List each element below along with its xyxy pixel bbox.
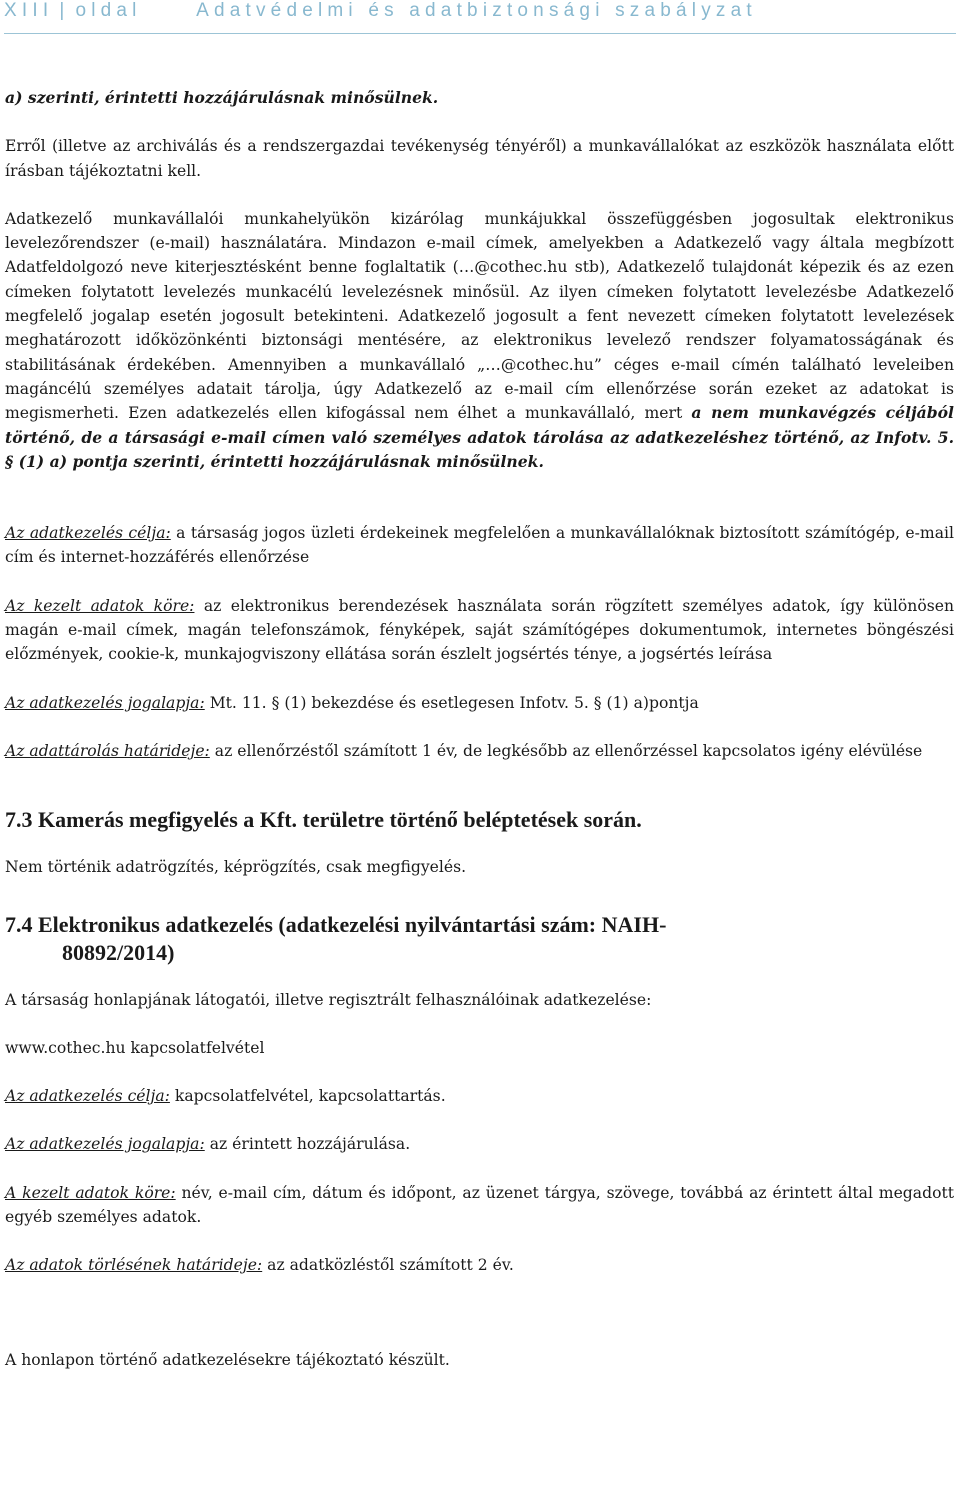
legal-basis-label-2: Az adatkezelés jogalapja: xyxy=(5,1135,205,1154)
header-divider xyxy=(4,33,956,34)
legal-basis-text-2: az érintett hozzájárulása. xyxy=(204,1135,411,1154)
header-page-word: oldal xyxy=(75,0,142,21)
legal-basis-text-1: Mt. 11. § (1) bekezdése és esetlegesen Infotv. 5. § (1) a)pontja xyxy=(204,693,699,712)
heading-7-3: 7.3 Kamerás megfigyelés a Kft. területre történő beléptetések során. xyxy=(5,807,642,833)
data-scope-text-2: név, e-mail cím, dátum és időpont, az üzenet tárgya, szövege, továbbá az érintett által megadott egyéb személyes adatok. xyxy=(5,1183,954,1227)
data-scope-paragraph-1 xyxy=(5,594,954,667)
header-separator: | xyxy=(59,0,70,21)
legal-basis-paragraph-1 xyxy=(5,691,954,715)
header-document-title: Adatvédelmi és adatbiztonsági szabályzat xyxy=(196,0,757,21)
document-body xyxy=(5,86,954,1372)
email-policy-text: Adatkezelő munkavállalói munkahelyükön kizárólag munkájukkal összefüggésben jogosultak elektronikus levelezőrendszer (e-mail) használatára. Mindazon e-mail címek, amelyekben a Adatkezelő vagy általa megbízott Adatfeldolgozó neve kiterjesztésként benne foglaltatik (…@cothec.hu stb), Adatkezelő tulajdonát képezik és az ezen címeken folytatott levelezés munkacélú levelezésnek minősül. Az ilyen címeken folytatott levelezésbe Adatkezelő megfelelő jogalap esetén jogosult betekinteni. Adatkezelő jogosult a fent nevezett címeken folytatott levelezések meghatározott időközönkénti biztonsági mentésére, az elektronikus levelező rendszer folyamatosságának és stabilitásának érdekében. Amennyiben a munkavállaló „…@cothec.hu” céges e-mail címén található leveleiben magáncélú személyes adatait tárolja, úgy Adatkezelő az e-mail cím ellenőrzése során ezeket az adatokat is megismerheti. Ezen adatkezelés ellen kifogással nem élhet a munkavállaló, mert xyxy=(5,209,954,423)
data-scope-label-2: A kezelt adatok köre: xyxy=(5,1183,176,1202)
heading-7-4 xyxy=(5,911,954,967)
data-scope-text-1: az elektronikus berendezések használata során rögzített személyes adatok, így különösen magán e-mail címek, magán telefonszámok, fényképek, saját számítógépes dokumentumok, internetes böngészési előzmények, cookie-k, munkajogviszony ellátása során észlelt jogsértés ténye, a jogsértés leírása xyxy=(5,596,955,664)
purpose-text-2: kapcsolatfelvétel, kapcsolattartás. xyxy=(169,1087,446,1106)
paragraph-camera: Nem történik adatrögzítés, képrögzítés, csak megfigyelés. xyxy=(5,858,467,877)
legal-basis-label-1: Az adatkezelés jogalapja: xyxy=(5,693,205,712)
retention-paragraph-1 xyxy=(5,739,954,763)
paragraph-email-policy xyxy=(5,207,954,474)
header-page-number: XIII xyxy=(4,0,54,21)
data-scope-paragraph-2 xyxy=(5,1181,954,1230)
retention-text-1: az ellenőrzéstől számított 1 év, de legkésőbb az ellenőrzéssel kapcsolatos igény elévülése xyxy=(209,741,923,760)
purpose-text-1: a társaság jogos üzleti érdekeinek megfelelően a munkavállalóknak biztosított számítógép, e-mail cím és internet-hozzáférés ellenőrzése xyxy=(5,524,954,567)
purpose-label-1: Az adatkezelés célja: xyxy=(5,524,171,543)
purpose-paragraph-2 xyxy=(5,1084,954,1108)
paragraph-website-visitors: A társaság honlapjának látogatói, illetve regisztrált felhasználóinak adatkezelése: xyxy=(5,990,652,1009)
paragraph-website-notice: A honlapon történő adatkezelésekre tájékoztató készült. xyxy=(5,1350,450,1369)
legal-basis-paragraph-2 xyxy=(5,1132,954,1156)
data-scope-label-1: Az kezelt adatok köre: xyxy=(5,596,195,615)
page-header xyxy=(4,0,956,30)
deletion-paragraph xyxy=(5,1253,954,1277)
paragraph-inform-employees: Erről (illetve az archiválás és a rendszergazdai tevékenység tényéről) a munkavállalókat az eszközök használata előtt írásban tájékoztatni kell. xyxy=(5,137,954,180)
paragraph-contact-form: www.cothec.hu kapcsolatfelvétel xyxy=(5,1038,265,1057)
deletion-label: Az adatok törlésének határideje: xyxy=(5,1256,263,1275)
email-policy-bold: a nem munkavégzés céljából történő, de a társasági e-mail címen való személyes adatok tárolása az adatkezeléshez történő, az Infotv. 5. § (1) a) pontja szerinti, érintetti hozzájárulásnak minősülnek. xyxy=(5,403,954,471)
retention-label-1: Az adattárolás határideje: xyxy=(5,741,210,760)
deletion-text: az adatközléstől számított 2 év. xyxy=(262,1256,514,1275)
heading-7-4-line2: 80892/2014) xyxy=(62,939,175,965)
heading-7-4-line1: 7.4 Elektronikus adatkezelés (adatkezelési nyilvántartási szám: NAIH- xyxy=(5,911,667,937)
purpose-label-2: Az adatkezelés célja: xyxy=(5,1087,170,1106)
purpose-paragraph-1 xyxy=(5,521,954,570)
paragraph-consent-end: a) szerinti, érintetti hozzájárulásnak minősülnek. xyxy=(5,88,439,107)
